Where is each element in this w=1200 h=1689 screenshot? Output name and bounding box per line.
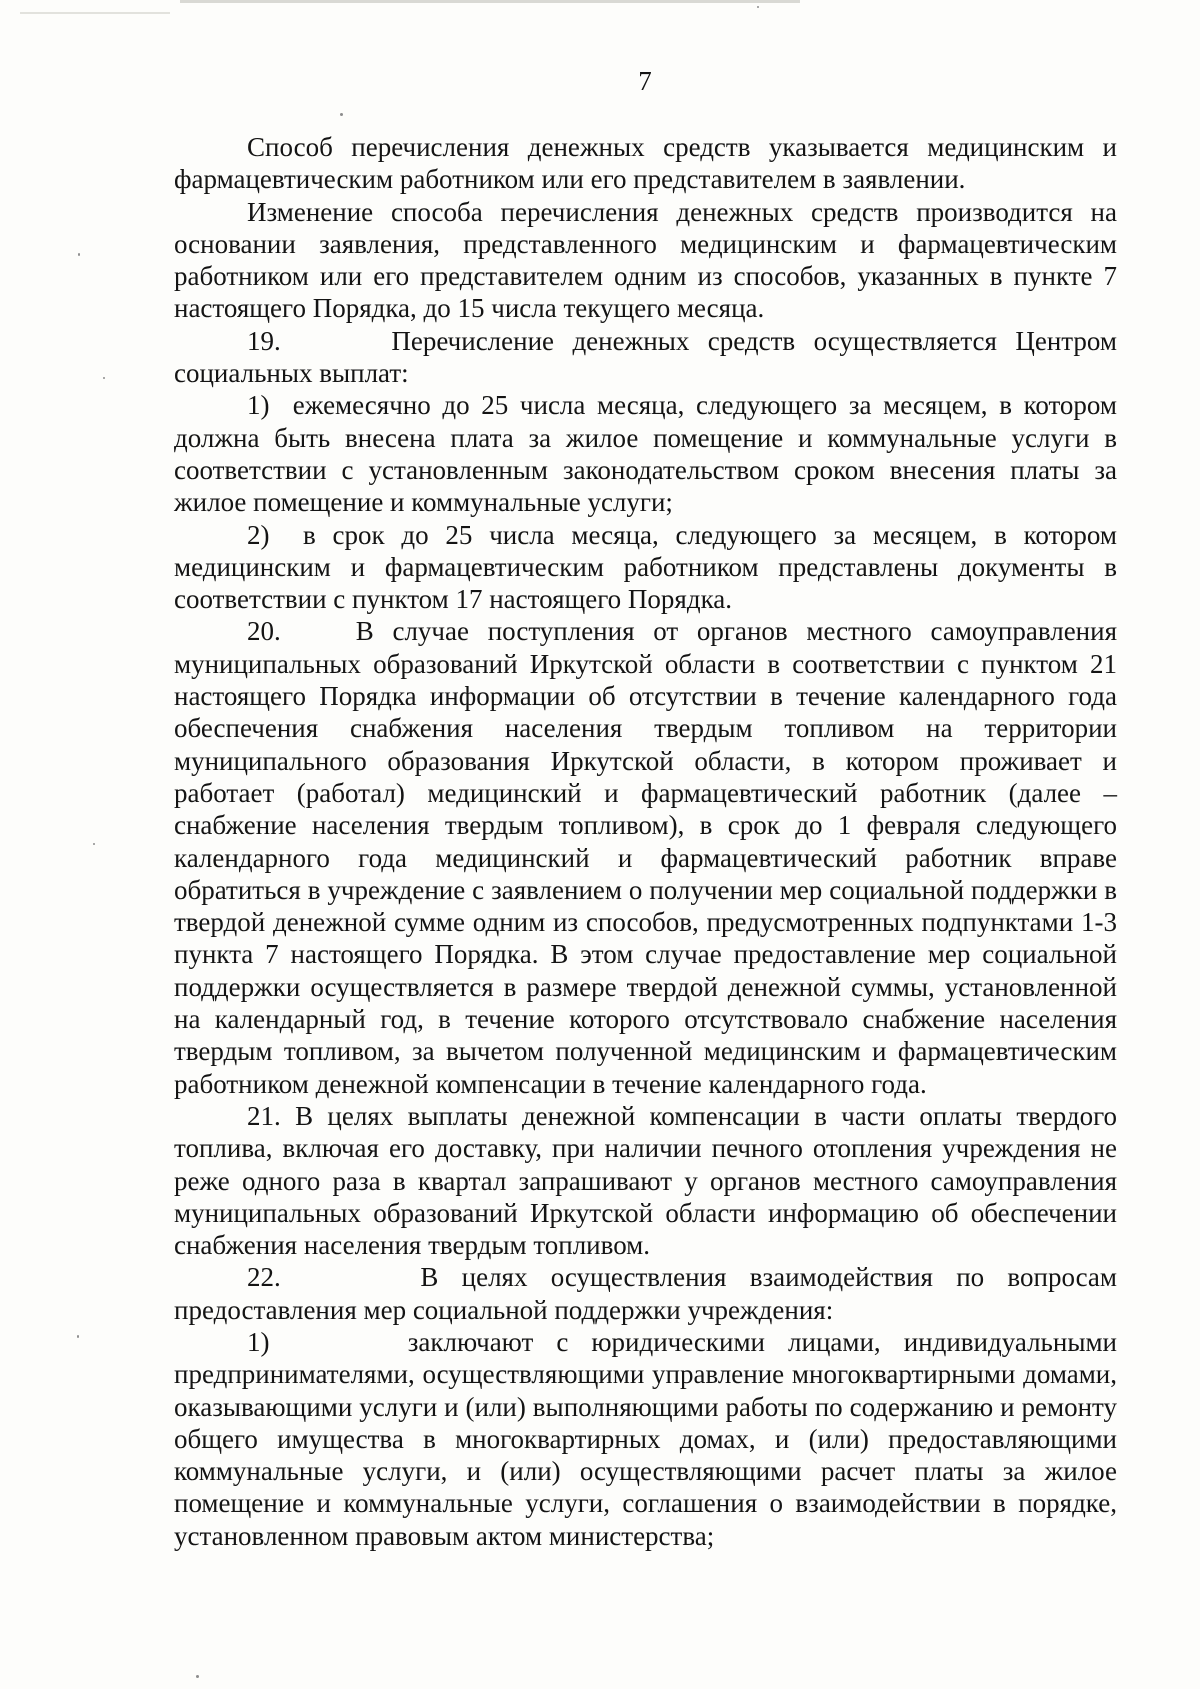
scan-speck [757, 6, 759, 8]
scan-speck [340, 113, 343, 116]
scan-speck [93, 843, 95, 845]
scan-speck [196, 1675, 199, 1678]
paragraph-item-21: 21. В целях выплаты денежной компенсации в части оплаты твердого топлива, включая его доставку, при наличии печного отопления учреждения не реже одного раза в квартал запрашивают у органов местного самоуправления муниципальных образований Иркутской области информацию об обеспечении снабжения населения твердым топливом. [174, 1100, 1117, 1261]
scan-speck [77, 1335, 79, 1338]
paragraph-transfer-method: Способ перечисления денежных средств указывается медицинским и фармацевтическим работником или его представителем в заявлении. [174, 132, 1117, 195]
paragraph-item-22-1: 1) заключают с юридическими лицами, индивидуальными предпринимателями, осуществляющими управление многоквартирными домами, оказывающими услуги и (или) выполняющими работы по содержанию и ремонту общего имущества в многоквартирных домах, и (или) предоставляющими коммунальные услуги, и (или) осуществляющими расчет платы за жилое помещение и коммунальные услуги, соглашения о взаимодействии в порядке, установленном правовым актом министерства; [174, 1326, 1117, 1551]
paragraph-item-19: 19. Перечисление денежных средств осуществляется Центром социальных выплат: [174, 325, 1117, 389]
scan-border-artifact [20, 12, 170, 14]
paragraph-method-change: Изменение способа перечисления денежных средств производится на основании заявления, представленного медицинским и фармацевтическим работником или его представителем одним из способов, указанных в пункте 7 настоящего Порядка, до 15 числа текущего месяца. [174, 196, 1117, 324]
paragraph-item-19-2: 2) в срок до 25 числа месяца, следующего за месяцем, в котором медицинским и фармацевтическим работником представлены документы в соответствии с пунктом 17 настоящего Порядка. [174, 519, 1117, 615]
paragraph-item-19-1: 1) ежемесячно до 25 числа месяца, следующего за месяцем, в котором должна быть внесена плата за жилое помещение и коммунальные услуги в соответствии с установленным законодательством сроком внесения платы за жилое помещение и коммунальные услуги; [174, 390, 1117, 518]
document-body [174, 131, 1117, 1552]
paragraph-item-20: 20. В случае поступления от органов местного самоуправления муниципальных образований Иркутской области в соответствии с пунктом 21 настоящего Порядка информации об отсутствии в течение календарного года обеспечения снабжения населения твердым топливом на территории муниципального образования Иркутской области, в котором проживает и работает (работал) медицинский и фармацевтический работник (далее – снабжение населения твердым топливом), в срок до 1 февраля следующего календарного года медицинский и фармацевтический работник вправе обратиться в учреждение с заявлением о получении мер социальной поддержки в твердой денежной сумме одним из способов, предусмотренных подпунктами 1-3 пункта 7 настоящего Порядка. В этом случае предоставление мер социальной поддержки осуществляется в размере твердой денежной суммы, установленной на календарный год, в течение которого отсутствовало снабжение населения твердым топливом, за вычетом полученной медицинским и фармацевтическим работником денежной компенсации в течение календарного года. [174, 616, 1117, 1099]
scan-border-artifact [180, 0, 800, 3]
page-number: 7 [638, 66, 652, 96]
scan-speck [103, 377, 105, 379]
paragraph-item-22: 22. В целях осуществления взаимодействия по вопросам предоставления мер социальной поддержки учреждения: [174, 1262, 1117, 1325]
scan-speck [78, 253, 80, 256]
